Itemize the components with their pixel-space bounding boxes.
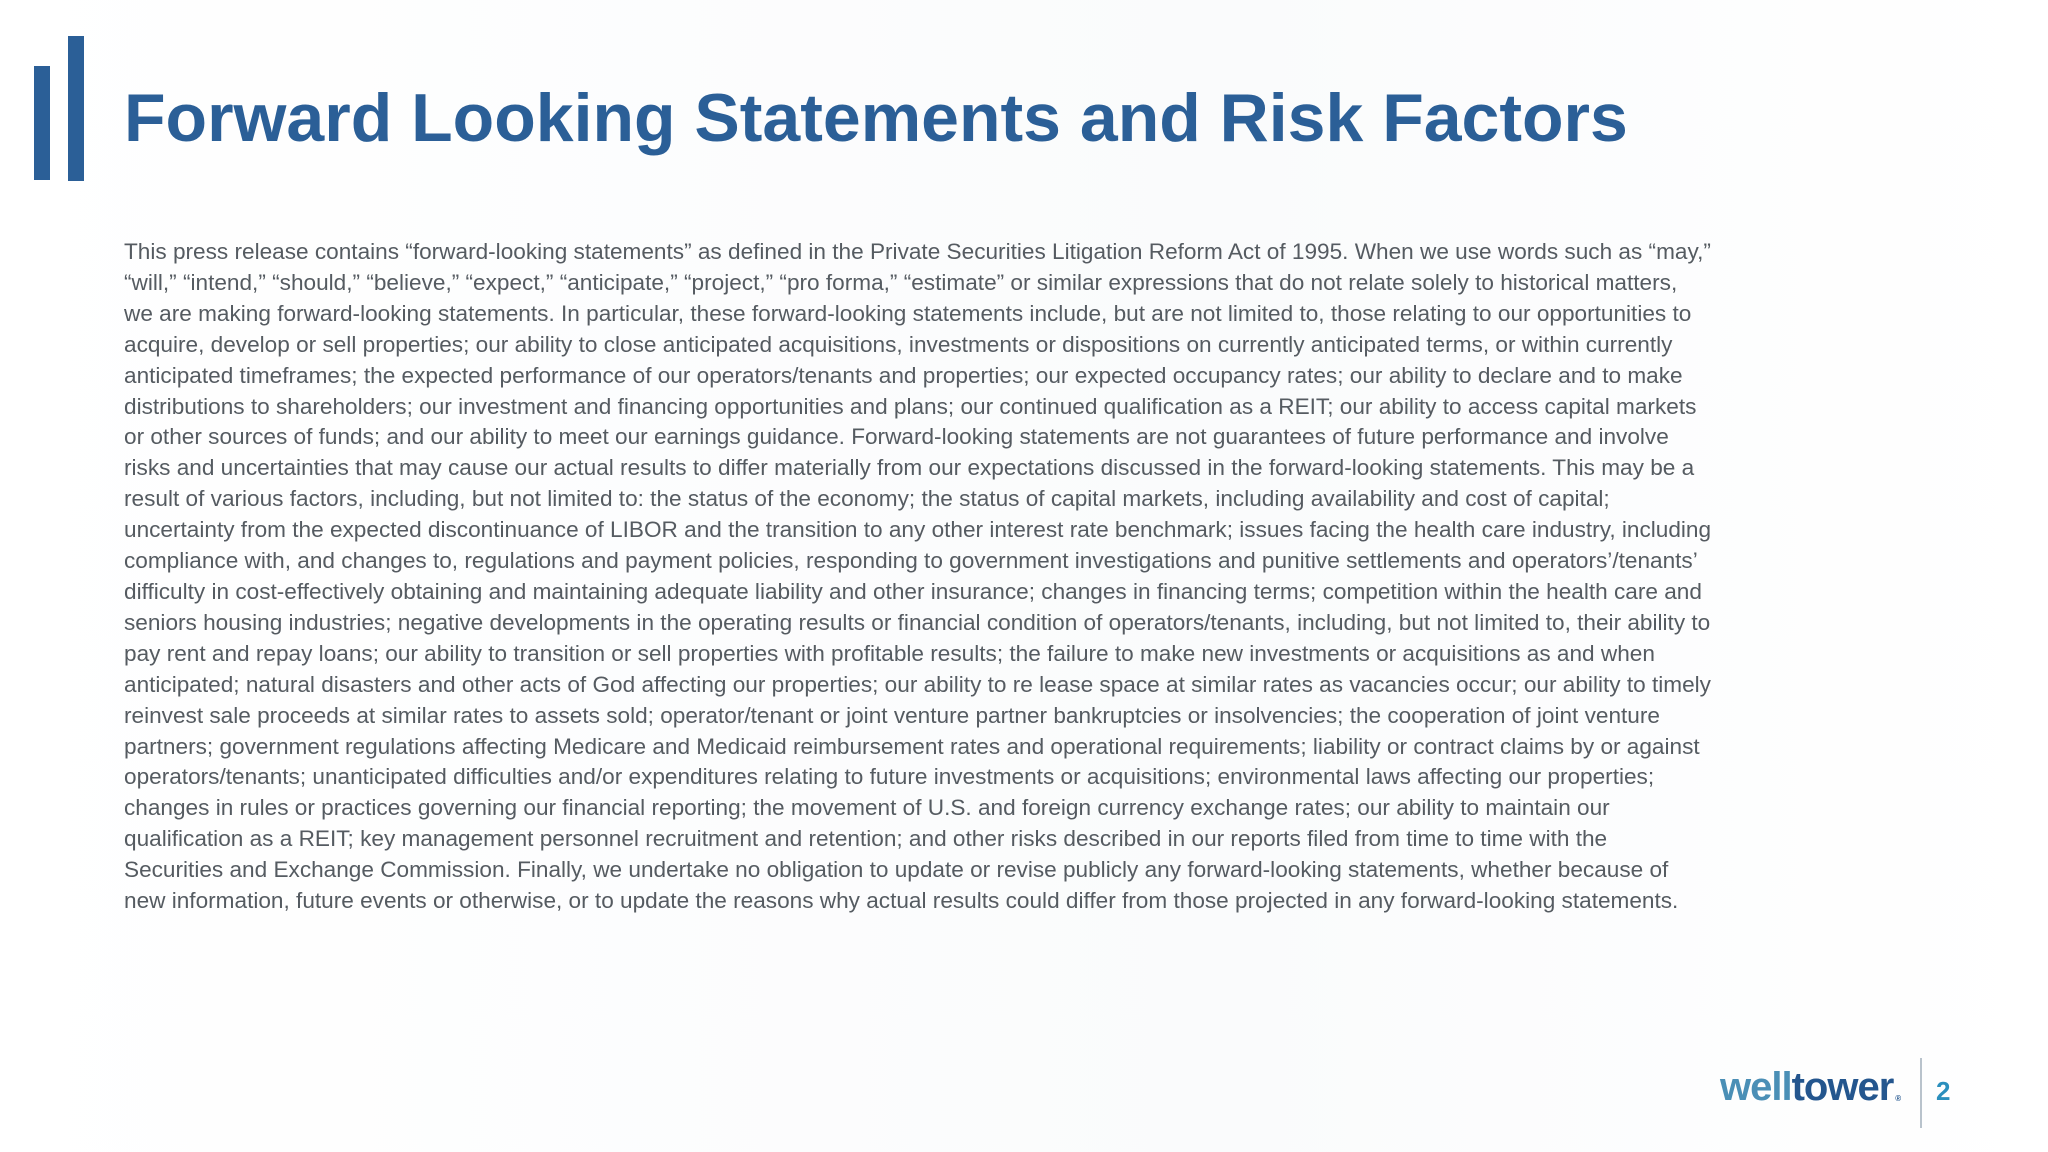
- body-line: risks and uncertainties that may cause our actual results to differ materially from our expectations discussed in the forward-looking statements. This may be a: [124, 455, 1695, 481]
- logo-text-tower: tower: [1791, 1065, 1894, 1109]
- accent-bar-tall: [68, 36, 84, 181]
- body-line: pay rent and repay loans; our ability to transition or sell properties with profitable results; the failure to make new investments or acquisitions as and when: [124, 640, 1655, 666]
- body-line: qualification as a REIT; key management personnel recruitment and retention; and other risks described in our reports filed from time to time with the: [124, 826, 1608, 852]
- disclaimer-body: [124, 237, 1924, 917]
- body-line: seniors housing industries; negative developments in the operating results or financial condition of operators/tenants, including, but not limited to, their ability to: [124, 609, 1711, 635]
- body-line: changes in rules or practices governing our financial reporting; the movement of U.S. and foreign currency exchange rates; our ability to maintain our: [124, 795, 1610, 821]
- slide-title: Forward Looking Statements and Risk Factors: [124, 80, 1628, 156]
- body-line: operators/tenants; unanticipated difficulties and/or expenditures relating to future investments or acquisitions; environmental laws affecting our properties;: [124, 764, 1655, 790]
- body-line: Securities and Exchange Commission. Finally, we undertake no obligation to update or revise publicly any forward-looking statements, whether because of: [124, 857, 1669, 883]
- body-line: distributions to shareholders; our investment and financing opportunities and plans; our continued qualification as a REIT; our ability to access capital markets: [124, 393, 1697, 419]
- body-line: reinvest sale proceeds at similar rates to assets sold; operator/tenant or joint venture partner bankruptcies or insolvencies; the cooperation of joint venture: [124, 702, 1660, 728]
- body-line: new information, future events or otherwise, or to update the reasons why actual results could differ from those projected in any forward-looking statements.: [124, 888, 1679, 914]
- logo-text-well: well: [1720, 1065, 1792, 1109]
- registered-mark: ®: [1895, 1094, 1902, 1103]
- body-line: “will,” “intend,” “should,” “believe,” “expect,” “anticipate,” “project,” “pro forma,” “estimate” or similar expressions that do not relate solely to historical matters,: [124, 269, 1678, 295]
- body-line: compliance with, and changes to, regulations and payment policies, responding to government investigations and punitive settlements and operators’/tenants’: [124, 548, 1698, 574]
- page-number: 2: [1936, 1076, 1951, 1106]
- body-line: partners; government regulations affecting Medicare and Medicaid reimbursement rates and operational requirements; liability or contract claims by or against: [124, 733, 1700, 759]
- welltower-logo: [1720, 1062, 1901, 1112]
- footer-divider: [1920, 1058, 1922, 1128]
- body-line: difficulty in cost-effectively obtaining and maintaining adequate liability and other insurance; changes in financing terms; competition within the health care and: [124, 578, 1702, 604]
- body-line: or other sources of funds; and our ability to meet our earnings guidance. Forward-looking statements are not guarantees of future performance and involve: [124, 424, 1669, 450]
- body-line: anticipated; natural disasters and other acts of God affecting our properties; our ability to re lease space at similar rates as vacancies occur; our ability to timely: [124, 671, 1711, 697]
- accent-bar-short: [34, 66, 50, 180]
- body-line: result of various factors, including, but not limited to: the status of the economy; the status of capital markets, including availability and cost of capital;: [124, 486, 1610, 512]
- body-line: we are making forward-looking statements. In particular, these forward-looking statements include, but are not limited to, those relating to our opportunities to: [124, 300, 1692, 326]
- body-line: This press release contains “forward-looking statements” as defined in the Private Securities Litigation Reform Act of 1995. When we use words such as “may,”: [124, 239, 1711, 264]
- title-accent-bars: [34, 36, 86, 181]
- body-line: acquire, develop or sell properties; our ability to close anticipated acquisitions, investments or dispositions on currently anticipated terms, or within currently: [124, 331, 1673, 357]
- body-line: anticipated timeframes; the expected performance of our operators/tenants and properties; our expected occupancy rates; our ability to declare and to make: [124, 362, 1683, 388]
- body-line: uncertainty from the expected discontinuance of LIBOR and the transition to any other interest rate benchmark; issues facing the health care industry, including: [124, 517, 1712, 543]
